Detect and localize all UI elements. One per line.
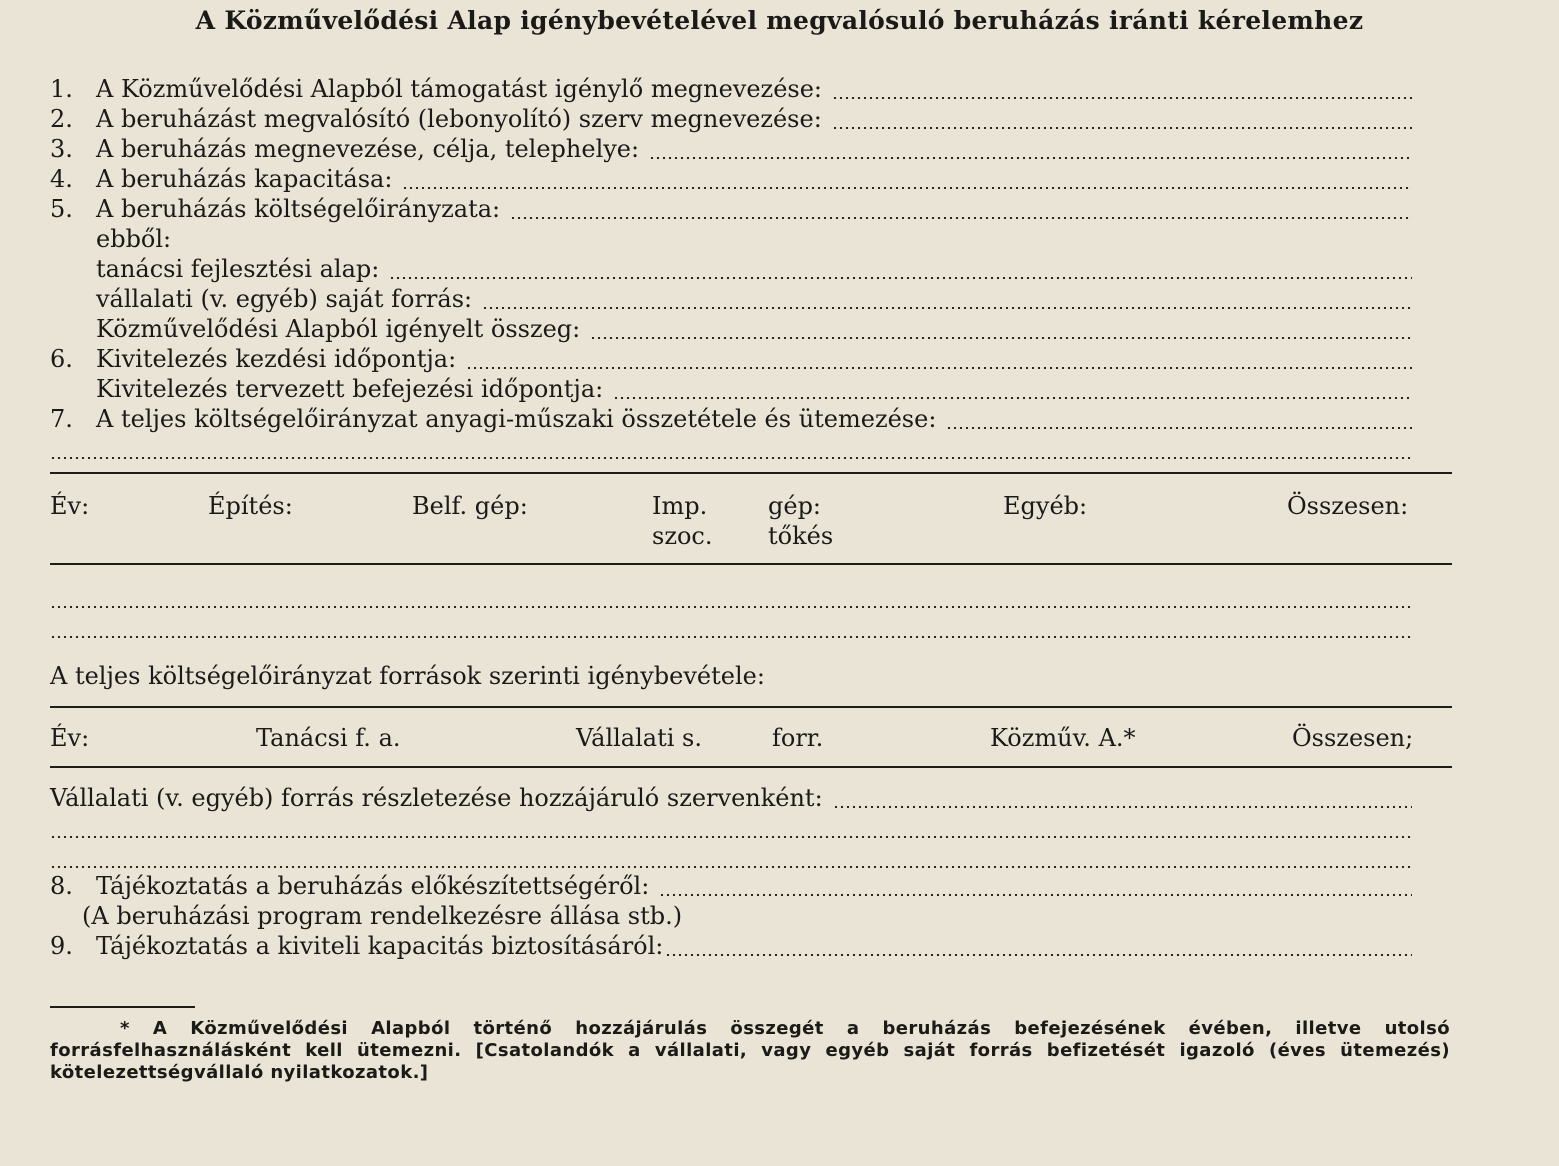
item-number: 3. bbox=[50, 135, 73, 163]
item-label: A teljes költségelőirányzat anyagi-műszaki összetétele és ütemezése: bbox=[96, 405, 937, 433]
table2-source-header: forr. bbox=[772, 724, 824, 752]
table1-construction-header: Építés: bbox=[208, 492, 293, 520]
item-6 bbox=[50, 345, 1412, 375]
item-label: Közművelődési Alapból igényelt összeg: bbox=[96, 315, 581, 343]
table1-imp-soc-header: szoc. bbox=[652, 522, 713, 550]
footnote-separator bbox=[50, 1006, 195, 1008]
item-label: tanácsi fejlesztési alap: bbox=[96, 255, 380, 283]
item-label: Kivitelezés kezdési időpontja: bbox=[96, 345, 457, 373]
item-5-own-source bbox=[50, 285, 1412, 315]
item-5-requested-amount bbox=[50, 315, 1412, 345]
fill-line[interactable] bbox=[590, 337, 1412, 339]
table2-company-header: Vállalati s. bbox=[576, 724, 702, 752]
table2-council-header: Tanácsi f. a. bbox=[256, 724, 401, 752]
table1-year-header: Év: bbox=[50, 492, 90, 520]
breakdown-line-3 bbox=[50, 844, 1412, 874]
breakdown-line-2 bbox=[50, 814, 1412, 844]
form-title: A Közművelődési Alap igénybevételével megvalósuló beruházás iránti kérelemhez bbox=[195, 6, 1364, 35]
fill-line[interactable] bbox=[50, 836, 1412, 838]
item-label: Tájékoztatás a kiviteli kapacitás biztosításáról: bbox=[96, 932, 664, 960]
table1-total-header: Összesen: bbox=[1287, 492, 1409, 520]
item-label: A Közművelődési Alapból támogatást igénylő megnevezése: bbox=[96, 75, 823, 103]
item-number: 7. bbox=[50, 405, 73, 433]
item-number: 1. bbox=[50, 75, 73, 103]
item-1 bbox=[50, 75, 1412, 105]
fill-line[interactable] bbox=[665, 954, 1412, 956]
item-2 bbox=[50, 105, 1412, 135]
fill-line[interactable] bbox=[946, 427, 1412, 429]
item-5-council-fund bbox=[50, 255, 1412, 285]
item-label: A beruházást megvalósító (lebonyolító) szerv megnevezése: bbox=[96, 105, 822, 133]
fill-line[interactable] bbox=[649, 157, 1412, 159]
item-label: vállalati (v. egyéb) saját forrás: bbox=[96, 285, 473, 313]
table2-kozmuv-header: Közműv. A.* bbox=[990, 724, 1136, 752]
fill-line[interactable] bbox=[613, 397, 1412, 399]
table2-year-header: Év: bbox=[50, 724, 90, 752]
fill-line[interactable] bbox=[50, 457, 1412, 459]
item-number: 4. bbox=[50, 165, 73, 193]
fill-line[interactable] bbox=[402, 187, 1412, 189]
footnote bbox=[50, 1018, 1450, 1084]
fill-line[interactable] bbox=[50, 636, 1412, 638]
breakdown-label: Vállalati (v. egyéb) forrás részletezése hozzájáruló szervenként: bbox=[50, 784, 823, 812]
fill-line[interactable] bbox=[50, 606, 1412, 608]
item-3 bbox=[50, 135, 1412, 165]
table1-domestic-machine-header: Belf. gép: bbox=[412, 492, 528, 520]
fill-line[interactable] bbox=[466, 367, 1412, 369]
fill-line[interactable] bbox=[510, 217, 1412, 219]
table1-imp-header: Imp. bbox=[652, 492, 708, 520]
item-label: A beruházás kapacitása: bbox=[96, 165, 393, 193]
fill-line[interactable] bbox=[389, 277, 1412, 279]
table1-row-1 bbox=[50, 584, 1412, 614]
item-5 bbox=[50, 195, 1412, 225]
item-8 bbox=[50, 872, 1412, 902]
fill-line[interactable] bbox=[832, 127, 1412, 129]
item-number: 6. bbox=[50, 345, 73, 373]
item-number: 9. bbox=[50, 932, 73, 960]
item-7 bbox=[50, 405, 1412, 435]
footnote-text: * A Közművelődési Alapból történő hozzájárulás összegét a beruházás befejezésének évében, illetve utolsó forrásfelhasználásként kell ütemezni. [Csatolandók a vállalati, vagy egyéb saját forrás befizetését igazoló (éves ütemezés) kötelezettségvállaló nyilatkozatok.] bbox=[50, 1018, 1450, 1083]
item-label: Tájékoztatás a beruházás előkészítettségéről: bbox=[96, 872, 650, 900]
table1-header-rule bbox=[50, 563, 1452, 565]
item-8-note: (A beruházási program rendelkezésre állása stb.) bbox=[82, 902, 683, 930]
item-4 bbox=[50, 165, 1412, 195]
item-6-end-date bbox=[50, 375, 1412, 405]
fill-line[interactable] bbox=[50, 866, 1412, 868]
table1-row-2 bbox=[50, 614, 1412, 644]
table2-top-rule bbox=[50, 706, 1452, 708]
fill-line[interactable] bbox=[659, 894, 1412, 896]
item-label: A beruházás költségelőirányzata: bbox=[96, 195, 501, 223]
table1-capitalist-header: tőkés bbox=[768, 522, 834, 550]
fill-line[interactable] bbox=[482, 307, 1412, 309]
fill-line[interactable] bbox=[833, 806, 1412, 808]
table1-machine-header: gép: bbox=[768, 492, 822, 520]
table1-other-header: Egyéb: bbox=[1003, 492, 1088, 520]
table1-top-rule bbox=[50, 472, 1452, 474]
breakdown-row bbox=[50, 784, 1412, 814]
item-label: ebből: bbox=[96, 225, 172, 253]
item-9 bbox=[50, 932, 1412, 962]
item-label: Kivitelezés tervezett befejezési időpontja: bbox=[96, 375, 604, 403]
item-number: 2. bbox=[50, 105, 73, 133]
fill-line[interactable] bbox=[832, 97, 1412, 99]
item-5-of-which bbox=[50, 225, 1412, 255]
table2-total-header: Összesen; bbox=[1292, 724, 1414, 752]
item-label: A beruházás megnevezése, célja, telephelye: bbox=[96, 135, 640, 163]
sources-heading: A teljes költségelőirányzat források szerinti igénybevétele: bbox=[50, 662, 765, 690]
item-7-continuation bbox=[50, 435, 1412, 465]
table2-bottom-rule bbox=[50, 766, 1452, 768]
item-number: 8. bbox=[50, 872, 73, 900]
item-number: 5. bbox=[50, 195, 73, 223]
